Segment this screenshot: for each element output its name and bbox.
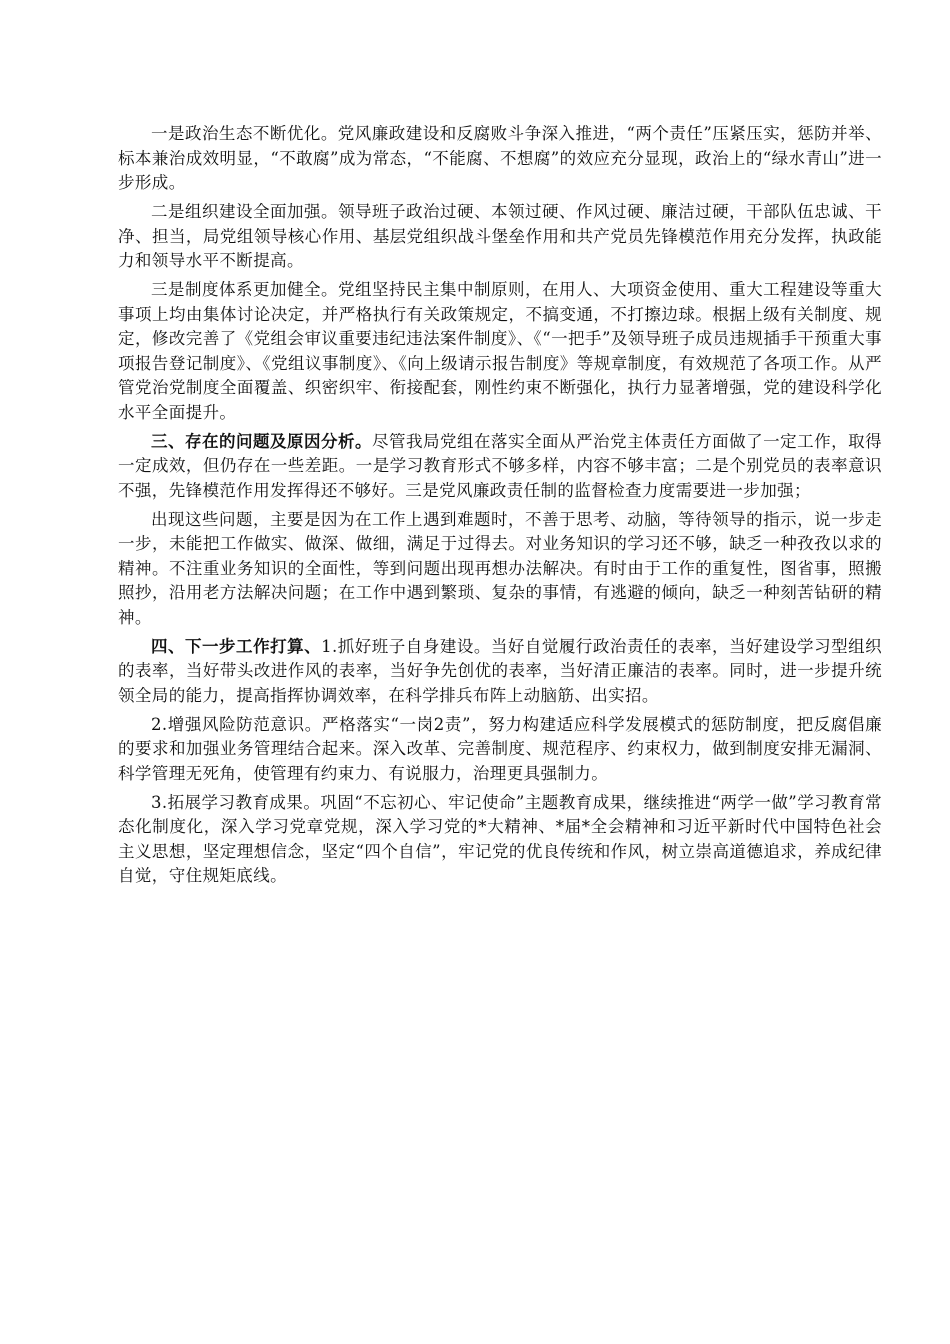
section-heading-next-steps: 四、下一步工作打算、 [151, 636, 322, 656]
paragraph-text: 二是组织建设全面加强。领导班子政治过硬、本领过硬、作风过硬、廉洁过硬，干部队伍忠诚、干净、担当，局党组领导核心作用、基层党组织战斗堡垒作用和共产党员先锋模范作用充分发挥，执政能力和领导水平不断提高。 [118, 202, 882, 270]
paragraph-problems [118, 430, 882, 504]
paragraph-risk-prevention [118, 713, 882, 787]
paragraph-text: 尽管我局党组在落实全面从严治党主体责任方面做了一定工作，取得一定成效，但仍存在一些差距。一是学习教育形式不够多样，内容不够丰富；二是个别党员的表率意识不强，先锋模范作用发挥得还不够好。三是党风廉政责任制的监督检查力度需要进一步加强； [118, 431, 882, 500]
paragraph-text: 出现这些问题，主要是因为在工作上遇到难题时，不善于思考、动脑，等待领导的指示，说一步走一步，未能把工作做实、做深、做细，满足于过得去。对业务知识的学习还不够，缺乏一种孜孜以求的精神。不注重业务知识的全面性，等到问题出现再想办法解决。有时由于工作的重复性，图省事，照搬照抄，沿用老方法解决问题；在工作中遇到繁琐、复杂的事情，有逃避的倾向，缺乏一种刻苦钻研的精神。 [118, 509, 882, 627]
paragraph-political-ecology [118, 122, 882, 196]
paragraph-text: 一是政治生态不断优化。党风廉政建设和反腐败斗争深入推进，“两个责任”压紧压实，惩防并举、标本兼治成效明显，“不敢腐”成为常态，“不能腐、不想腐”的效应充分显现，政治上的“绿水青山”进一步形成。 [118, 124, 882, 192]
paragraph-text: 2.增强风险防范意识。严格落实“一岗2责”，努力构建适应科学发展模式的惩防制度，把反腐倡廉的要求和加强业务管理结合起来。深入改革、完善制度、规范程序、约束权力，做到制度安排无漏洞、科学管理无死角，使管理有约束力、有说服力，治理更具强制力。 [118, 714, 882, 783]
paragraph-causes [118, 508, 882, 631]
paragraph-organization [118, 200, 882, 274]
paragraph-next-steps [118, 635, 882, 709]
paragraph-education [118, 791, 882, 889]
paragraph-text: 3.拓展学习教育成果。巩固“不忘初心、牢记使命”主题教育成果，继续推进“两学一做”学习教育常态化制度化，深入学习党章党规，深入学习党的*大精神、*届*全会精神和习近平新时代中国特色社会主义思想，坚定理想信念，坚定“四个自信”，牢记党的优良传统和作风，树立崇高道德追求，养成纪律自觉，守住规矩底线。 [118, 792, 882, 885]
document-body [118, 122, 882, 893]
paragraph-text: 三是制度体系更加健全。党组坚持民主集中制原则，在用人、大项资金使用、重大工程建设等重大事项上均由集体讨论决定，并严格执行有关政策规定，不搞变通，不打擦边球。根据上级有关制度、规定，修改完善了《党组会审议重要违纪违法案件制度》、《“一把手”及领导班子成员违规插手干预重大事项报告登记制度》、《党组议事制度》、《向上级请示报告制度》等规章制度，有效规范了各项工作。从严管党治党制度全面覆盖、织密织牢、衔接配套，刚性约束不断强化，执行力显著增强，党的建设科学化水平全面提升。 [118, 280, 882, 422]
section-heading-problems: 三、存在的问题及原因分析。 [151, 431, 373, 451]
paragraph-text: 1.抓好班子自身建设。当好自觉履行政治责任的表率，当好建设学习型组织的表率，当好带头改进作风的表率，当好争先创优的表率，当好清正廉洁的表率。同时，进一步提升统领全局的能力，提高指挥协调效率，在科学排兵布阵上动脑筋、出实招。 [118, 636, 882, 705]
paragraph-institutions [118, 278, 882, 425]
